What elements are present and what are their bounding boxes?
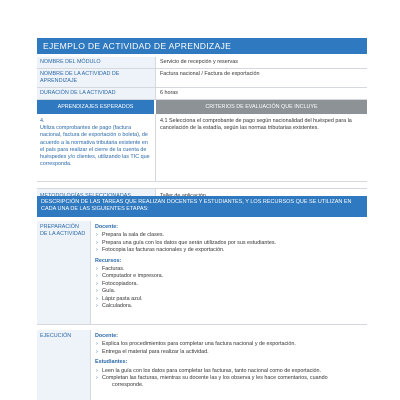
aprendizaje-number: 4. (40, 118, 45, 124)
list-item: › Leen la guía con los datos para completar las facturas, tanto nacional como de exportación. (95, 368, 363, 375)
descripcion-bar: DESCRIPCIÓN DE LAS TAREAS QUE REALIZAN DOCENTES Y ESTUDIANTES, Y LOS RECURSOS QUE SE UTILIZAN EN CADA UNA DE LAS SIGUIENTES ETAPAS: (37, 196, 367, 217)
row-value: Servicio de recepción y reservas (160, 59, 238, 65)
preparacion-label: PREPARACIÓN DE LA ACTIVIDAD (37, 221, 91, 324)
aprendizaje-text: Utiliza comprobantes de pago (factura nacional, factura de exportación o boleta), de acuerdo a la normativa tributaria existente en el país para realizar el cierre de la cuenta de huéspedes y/o clientes, utilizando las TIC que corresponda. (40, 125, 150, 168)
info-table (37, 57, 367, 204)
preparacion-body (91, 221, 367, 324)
table-row (37, 88, 367, 100)
ejecucion-label: EJECUCIÓN (37, 330, 91, 400)
aprendizaje-row (37, 114, 367, 182)
list-item: › Facturas. (95, 266, 363, 273)
docente-heading: Docente: (95, 224, 119, 230)
table-header-row (37, 100, 367, 114)
recursos-heading: Recursos: (95, 257, 122, 264)
row-label: NOMBRE DE LA ACTIVIDAD DE APRENDIZAJE (37, 69, 156, 87)
estudiantes-heading: Estudiantes: (95, 359, 128, 366)
table-row (37, 57, 367, 69)
list-item: › Entrega el material para realizar la actividad. (95, 349, 363, 356)
list-item-continuation: corresponde. (112, 382, 144, 389)
ejecucion-body (91, 330, 367, 400)
docente-heading: Docente: (95, 333, 119, 339)
row-value: Factura nacional / Factura de exportación (160, 71, 260, 77)
list-item: › Prepara la sala de clases. (95, 232, 363, 239)
list-item: › Guía. (95, 288, 363, 295)
list-item: › Completan las facturas, mientras su docente las y los observa y les hace comentarios, cuando (95, 375, 363, 382)
row-label: NOMBRE DEL MÓDULO (37, 57, 156, 68)
criterio-text: 4.1 Selecciona el comprobante de pago según nacionalidad del huésped para la cancelación de la estadía, según las normas tributarias existentes. (160, 118, 352, 132)
list-item: › Fotocopia las facturas nacionales y de exportación. (95, 247, 363, 254)
header-aprendizajes: APRENDIZAJES ESPERADOS (37, 100, 156, 114)
list-item: › Fotocopiadora. (95, 281, 363, 288)
aprendizaje-cell (37, 114, 156, 181)
list-item: › Lápiz pasta azul. (95, 296, 363, 303)
ejecucion-section (37, 330, 367, 400)
header-criterios: CRITERIOS DE EVALUACIÓN QUE INCLUYE (156, 100, 367, 114)
list-item: › Prepara una guía con los datos que serán utilizados por sus estudiantes. (95, 240, 363, 247)
row-value: 6 horas (160, 90, 178, 96)
list-item: › Calculadora. (95, 303, 363, 310)
row-label: DURACIÓN DE LA ACTIVIDAD (37, 88, 156, 99)
list-item: › Explica los procedimientos para completar una factura nacional y de exportación. (95, 341, 363, 348)
list-item: › Computador e impresora. (95, 273, 363, 280)
document-title: EJEMPLO DE ACTIVIDAD DE APRENDIZAJE (37, 38, 367, 54)
table-row (37, 69, 367, 88)
preparacion-section (37, 221, 367, 325)
